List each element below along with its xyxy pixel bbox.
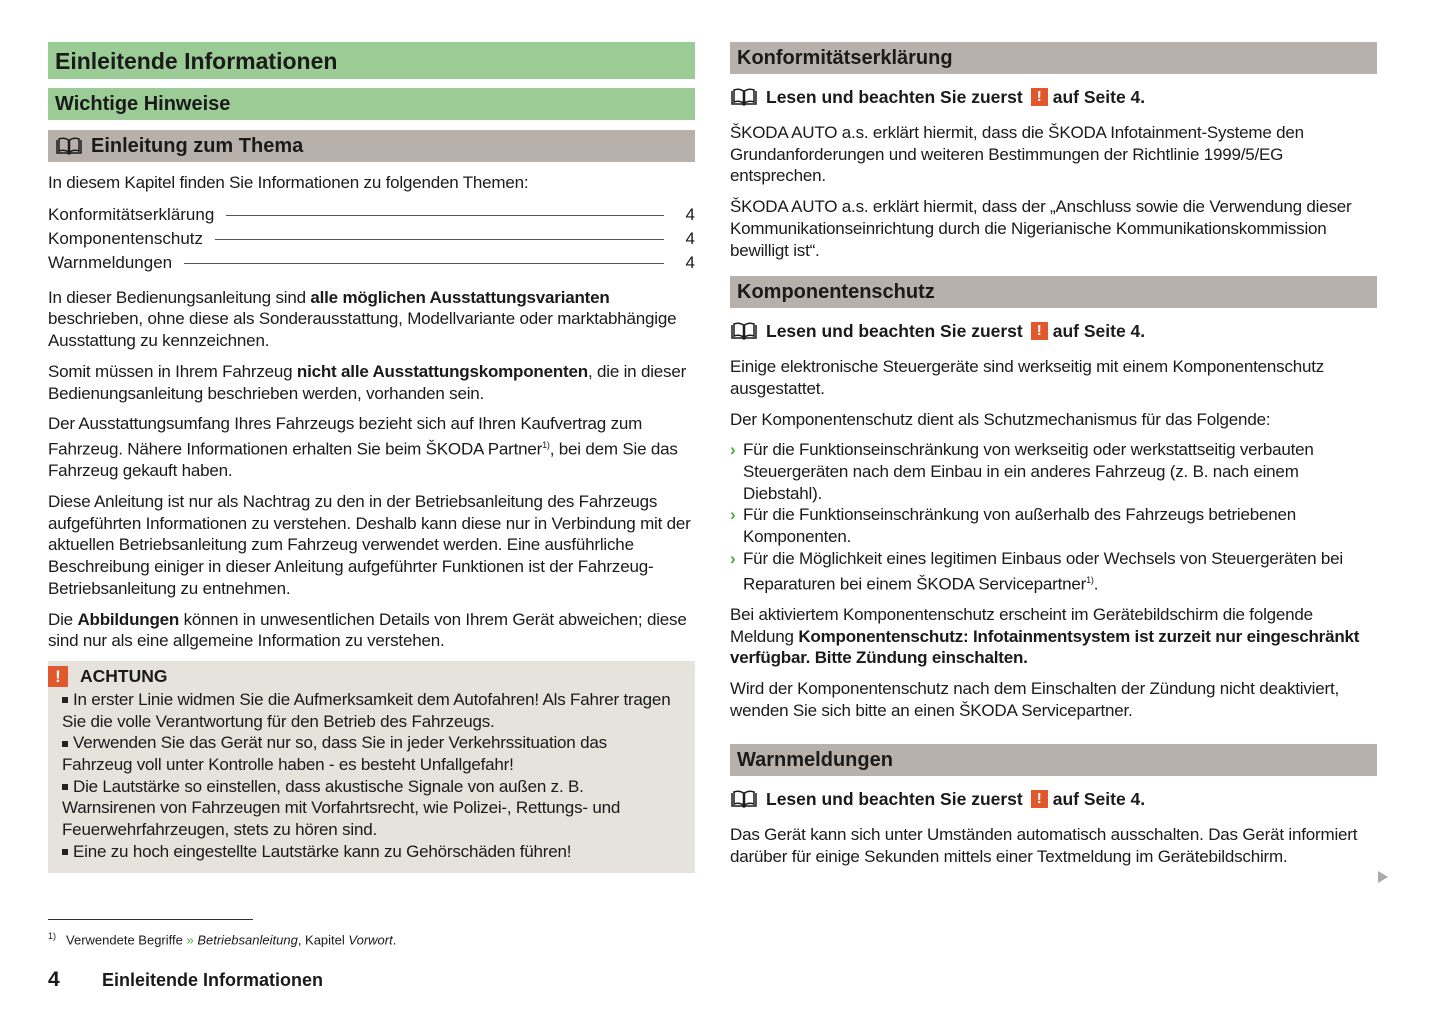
footnote-reference[interactable]: Vorwort xyxy=(348,932,393,948)
warning-title: ACHTUNG xyxy=(80,666,168,687)
warning-item xyxy=(62,732,681,775)
read-first-note xyxy=(730,786,1377,812)
paragraph xyxy=(48,491,695,600)
read-first-note xyxy=(730,84,1377,110)
reference-arrow-icon: » xyxy=(186,932,194,948)
read-first-link[interactable]: auf Seite 4. xyxy=(1052,86,1146,107)
read-first-text: Lesen und beachten Sie zuerst xyxy=(766,320,1023,341)
section-title: Wichtige Hinweise xyxy=(48,88,695,120)
read-first-text: Lesen und beachten Sie zuerst xyxy=(766,86,1023,107)
text: ŠKODA AUTO a.s. erklärt hiermit, dass der „Anschluss sowie die Verwendung dieser Kommunikationseinrichtung durch die Nigerianische Kommunikationskommission bewilligt ist“. xyxy=(730,197,1352,260)
text: Für die Funktionseinschränkung von außerhalb des Fahrzeugs betriebenen Komponenten. xyxy=(743,505,1297,547)
toc-item[interactable] xyxy=(48,251,695,275)
warning-item-text: In erster Linie widmen Sie die Aufmerksamkeit dem Autofahren! Als Fahrer tragen Sie die volle Verantwortung für den Betrieb des Fahrzeugs. xyxy=(62,689,671,731)
read-first-link[interactable]: auf Seite 4. xyxy=(1052,788,1146,809)
warning-item-text: Eine zu hoch eingestellte Lautstärke kann zu Gehörschäden führen! xyxy=(73,841,572,861)
topic-title: Einleitung zum Thema xyxy=(91,134,304,157)
paragraph xyxy=(48,287,695,352)
topic-heading xyxy=(48,130,695,162)
paragraph xyxy=(730,409,1377,431)
bold-text: alle möglichen Ausstattungsvarianten xyxy=(310,287,610,307)
warning-item-text: Die Lautstärke so einstellen, dass akustische Signale von außen z. B. Warnsirenen von Fahrzeugen mit Vorfahrtsrecht, wie Polizei-, Rettungs- und Feuerwehrfahrzeugen, stets zu hören sind. xyxy=(62,776,621,840)
toc-leader xyxy=(215,239,664,240)
section-title-text: Konformitätserklärung xyxy=(737,46,953,69)
text: Somit müssen in Ihrem Fahrzeug xyxy=(48,361,297,381)
list-item-text xyxy=(743,504,1377,547)
footnote-mark: 1) xyxy=(542,439,550,450)
bold-text: nicht alle Ausstattungskomponenten xyxy=(296,361,588,381)
read-first-text: Lesen und beachten Sie zuerst xyxy=(766,788,1023,809)
text: Wird der Komponentenschutz nach dem Einschalten der Zündung nicht deaktiviert, wenden Sie sich bitte an einen ŠKODA Servicepartner. xyxy=(730,679,1340,720)
bullet-square-icon xyxy=(62,849,68,855)
section-title-text: Warnmeldungen xyxy=(737,748,893,771)
next-page-arrow-icon[interactable] xyxy=(1378,871,1388,883)
warning-item-text: Verwenden Sie das Gerät nur so, dass Sie in jeder Verkehrssituation das Fahrzeug voll unter Kontrolle haben - es besteht Unfallgefahr! xyxy=(62,733,607,775)
bold-text: Komponentenschutz: Infotainmentsystem ist zurzeit nur eingeschränkt verfügbar. Bitte Zündung einschalten. xyxy=(730,626,1360,668)
footer-chapter: Einleitende Informationen xyxy=(102,970,324,990)
text: ŠKODA AUTO a.s. erklärt hiermit, dass die ŠKODA Infotainment-Systeme den Grundanforderungen und weiteren Bestimmungen der Richtlinie 1999/5/EG entsprechen. xyxy=(730,123,1304,186)
paragraph xyxy=(730,196,1377,261)
footnote-reference[interactable]: Betriebsanleitung xyxy=(197,932,298,948)
chevron-right-icon: › xyxy=(730,505,736,525)
text: beschrieben, ohne diese als Sonderausstattung, Modellvariante oder marktabhängige Ausstattung zu kennzeichnen. xyxy=(48,309,677,351)
paragraph xyxy=(730,604,1377,669)
chevron-right-icon: › xyxy=(730,440,736,460)
text: . xyxy=(1093,574,1099,594)
warning-item xyxy=(62,841,681,863)
footnote-divider xyxy=(48,919,253,920)
book-icon xyxy=(55,137,83,155)
warning-header xyxy=(48,665,681,689)
paragraph xyxy=(48,609,695,652)
left-column xyxy=(48,42,695,873)
footnote-punct: . xyxy=(392,932,397,948)
list-item xyxy=(730,439,1377,504)
list-item xyxy=(730,504,1377,547)
toc-page: 4 xyxy=(685,204,695,224)
warning-icon: ! xyxy=(1031,790,1048,808)
book-icon xyxy=(730,88,758,106)
warning-icon: ! xyxy=(1031,88,1048,106)
toc-page: 4 xyxy=(685,252,695,272)
text: Für die Möglichkeit eines legitimen Einbaus oder Wechsels von Steuergeräten bei Reparaturen bei einem ŠKODA Servicepartner xyxy=(743,548,1344,594)
bullet-square-icon xyxy=(62,741,68,747)
footnote-mark: 1) xyxy=(48,931,57,941)
footnote-mark: 1) xyxy=(1086,574,1094,585)
text: , die in dieser Bedienungsanleitung beschrieben werden, vorhanden sein. xyxy=(48,361,687,403)
paragraph xyxy=(730,678,1377,721)
paragraph xyxy=(730,824,1377,867)
warning-icon: ! xyxy=(1031,322,1048,340)
book-icon xyxy=(730,790,758,808)
text: In dieser Bedienungsanleitung sind xyxy=(48,287,311,307)
text: Der Ausstattungsumfang Ihres Fahrzeugs bezieht sich auf Ihren Kaufvertrag zum Fahrzeug. Nähere Informationen erhalten Sie beim ŠKODA Partner xyxy=(48,414,643,459)
text: können in unwesentlichen Details von Ihrem Gerät abweichen; diese sind nur als eine allgemeine Information zu verstehen. xyxy=(48,609,687,651)
warning-box xyxy=(48,661,695,873)
text: Der Komponentenschutz dient als Schutzmechanismus für das Folgende: xyxy=(730,409,1271,429)
text: , bei dem Sie das Fahrzeug gekauft haben. xyxy=(48,439,678,481)
warning-item xyxy=(62,776,681,841)
paragraph-group xyxy=(730,356,1377,430)
paragraph-group xyxy=(730,824,1377,867)
toc-label: Warnmeldungen xyxy=(48,252,173,272)
section-komponentenschutz-title xyxy=(730,276,1377,308)
book-icon xyxy=(730,322,758,340)
toc-label: Komponentenschutz xyxy=(48,228,203,248)
section-title-text: Komponentenschutz xyxy=(737,280,935,303)
list-item-text xyxy=(743,548,1377,595)
paragraph xyxy=(48,413,695,482)
chevron-right-icon: › xyxy=(730,548,736,568)
paragraph-group xyxy=(730,122,1377,261)
toc-label: Konformitätserklärung xyxy=(48,204,215,224)
paragraph xyxy=(730,122,1377,187)
toc-item[interactable] xyxy=(48,227,695,251)
bullet-list xyxy=(730,439,1377,595)
toc-page: 4 xyxy=(685,228,695,248)
read-first-note xyxy=(730,318,1377,344)
section-konformitaet-title xyxy=(730,42,1377,74)
chapter-title: Einleitende Informationen xyxy=(48,42,695,79)
bold-text: Abbildungen xyxy=(77,609,180,629)
paragraph-group xyxy=(730,604,1377,722)
read-first-link[interactable]: auf Seite 4. xyxy=(1052,320,1146,341)
list-item xyxy=(730,548,1377,595)
paragraph xyxy=(48,361,695,404)
bullet-square-icon xyxy=(62,784,68,790)
section-warnmeldungen-title xyxy=(730,744,1377,776)
right-column xyxy=(730,42,1377,877)
toc-leader xyxy=(226,215,663,216)
toc-item[interactable] xyxy=(48,203,695,227)
text: Diese Anleitung ist nur als Nachtrag zu den in der Betriebsanleitung des Fahrzeugs aufgeführten Informationen zu verstehen. Deshalb kann diese nur in Verbindung mit der aktuellen Betriebsanleitung zum Fahrzeug verwendet werden. Eine ausführliche Beschreibung einiger in dieser Anleitung aufgeführter Funktionen ist der Fahrzeug-Betriebsanleitung zu entnehmen. xyxy=(48,491,691,598)
paragraph-group xyxy=(48,287,695,652)
paragraph xyxy=(730,356,1377,399)
text: Das Gerät kann sich unter Umständen automatisch ausschalten. Das Gerät informiert darüber für einige Sekunden mittels einer Textmeldung im Gerätebildschirm. xyxy=(730,825,1358,867)
warning-item xyxy=(62,689,681,732)
footnote-text: , Kapitel xyxy=(297,932,345,948)
text: Einige elektronische Steuergeräte sind werkseitig mit einem Komponentenschutz ausgestattet. xyxy=(730,357,1325,398)
table-of-contents xyxy=(48,203,695,275)
footnote-text: Verwendete Begriffe xyxy=(66,932,183,948)
text: Bei aktiviertem Komponentenschutz erscheint im Gerätebildschirm die folgende Meldung xyxy=(730,604,1313,646)
list-item-text xyxy=(743,439,1377,504)
warning-icon: ! xyxy=(48,666,68,687)
page-number: 4 xyxy=(48,968,60,991)
text: Die xyxy=(48,609,78,629)
intro-text: In diesem Kapitel finden Sie Informationen zu folgenden Themen: xyxy=(48,173,529,192)
bullet-square-icon xyxy=(62,697,68,703)
toc-leader xyxy=(184,263,663,264)
footnote xyxy=(48,931,396,947)
text: Für die Funktionseinschränkung von werkseitig oder werkstattseitig verbauten Steuergeräten nach dem Einbau in ein anderes Fahrzeug (z. B. nach einem Diebstahl). xyxy=(743,440,1314,503)
